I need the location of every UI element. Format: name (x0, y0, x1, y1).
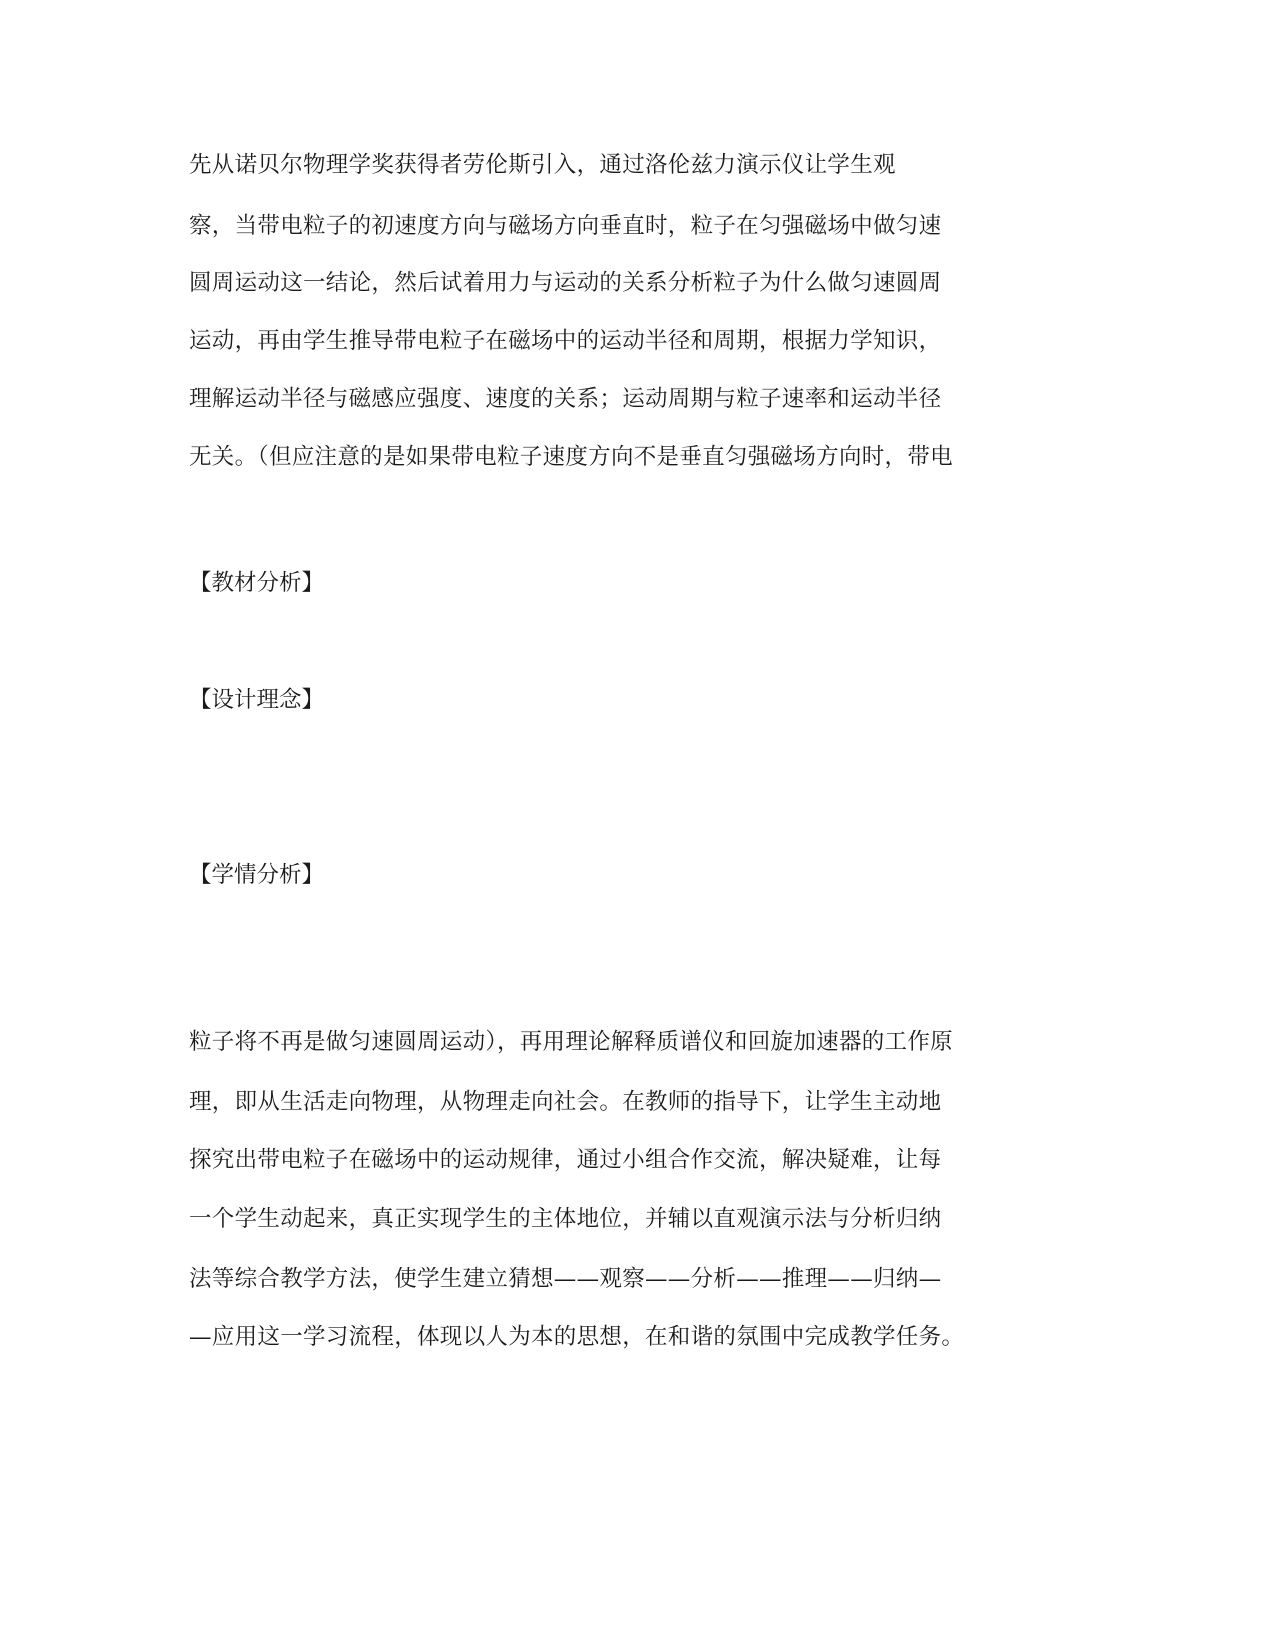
paragraph-1-line-6: 无关。（但应注意的是如果带电粒子速度方向不是垂直匀强磁场方向时，带电 (189, 444, 953, 470)
paragraph-2-line-2: 理，即从生活走向物理，从物理走向社会。在教师的指导下，让学生主动地 (189, 1089, 942, 1115)
paragraph-1-line-1: 先从诺贝尔物理学奖获得者劳伦斯引入，通过洛伦兹力演示仪让学生观 (189, 152, 896, 178)
heading-design-concept: 【设计理念】 (189, 687, 325, 713)
paragraph-1-line-2: 察，当带电粒子的初速度方向与磁场方向垂直时，粒子在匀强磁场中做匀速 (189, 213, 942, 239)
paragraph-2-line-5: 法等综合教学方法，使学生建立猜想——观察——分析——推理——归纳— (189, 1266, 942, 1292)
paragraph-2-line-3: 探究出带电粒子在磁场中的运动规律，通过小组合作交流，解决疑难，让每 (189, 1147, 942, 1173)
paragraph-1-line-3: 圆周运动这一结论，然后试着用力与运动的关系分析粒子为什么做匀速圆周 (189, 270, 942, 296)
paragraph-1-line-4: 运动，再由学生推导带电粒子在磁场中的运动半径和周期，根据力学知识， (189, 328, 942, 354)
heading-learning-analysis: 【学情分析】 (189, 862, 325, 888)
paragraph-2-line-6: —应用这一学习流程，体现以人为本的思想，在和谐的氛围中完成教学任务。 (189, 1324, 965, 1350)
paragraph-2-line-1: 粒子将不再是做匀速圆周运动），再用理论解释质谱仪和回旋加速器的工作原 (189, 1029, 953, 1055)
heading-textbook-analysis: 【教材分析】 (189, 570, 325, 596)
paragraph-1-line-5: 理解运动半径与磁感应强度、速度的关系；运动周期与粒子速率和运动半径 (189, 386, 942, 412)
paragraph-2-line-4: 一个学生动起来，真正实现学生的主体地位，并辅以直观演示法与分析归纳 (189, 1206, 942, 1232)
